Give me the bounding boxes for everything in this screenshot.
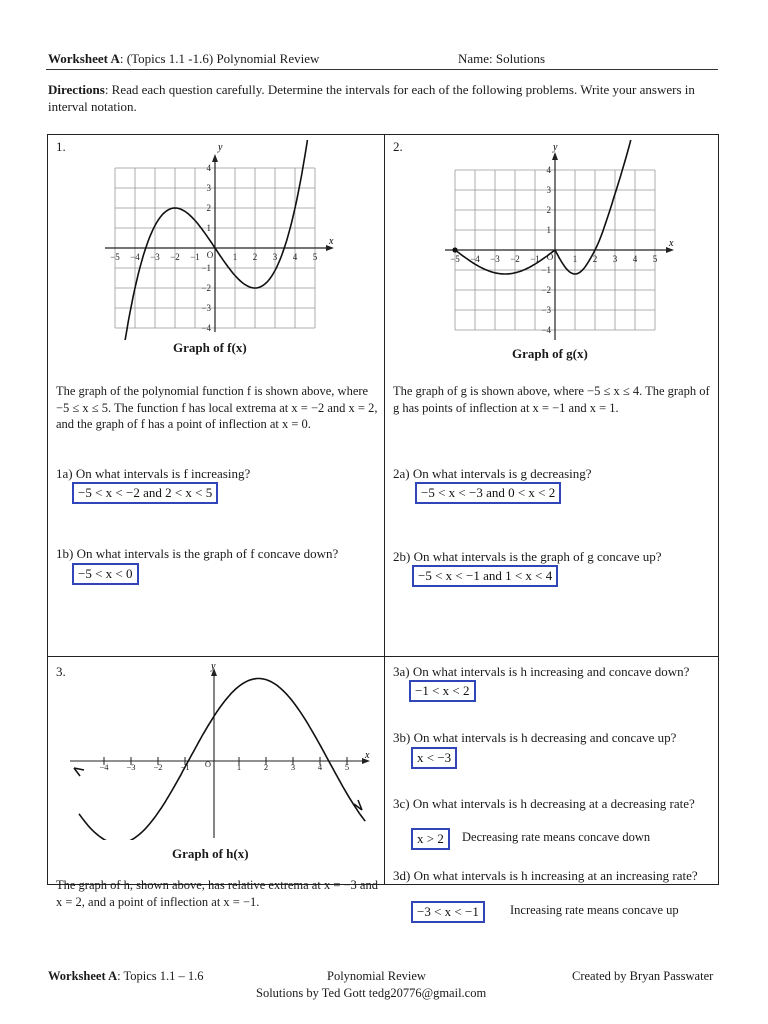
footer-author: Created by Bryan Passwater [572,969,714,983]
question-3b: 3b) On what intervals is h decreasing and concave up? [393,730,677,745]
graph-f-caption: Graph of f(x) [173,340,247,355]
student-name: Name: Solutions [458,51,546,66]
question-2a: 2a) On what intervals is g decreasing? [393,466,592,481]
graph-g-endpoint-left [452,247,457,252]
svg-text:O: O [204,759,212,769]
note-3c: Decreasing rate means concave down [462,830,651,844]
footer-credit: Solutions by Ted Gott tedg20776@gmail.com [256,986,487,1000]
svg-text:−2: −2 [541,285,551,295]
graph-g-y-label: y [553,142,558,153]
graph-h-arrow-right [354,800,362,810]
svg-text:4: 4 [546,165,551,175]
svg-text:1: 1 [206,223,211,233]
answer-3c: x > 2 [411,828,450,850]
answer-3d: −3 < x < −1 [411,901,485,923]
answer-2a: −5 < x < −3 and 0 < x < 2 [415,482,561,504]
svg-text:1: 1 [572,254,578,264]
svg-text:4: 4 [632,254,638,264]
svg-text:−4: −4 [470,254,480,264]
problem-3-description: The graph of h, shown above, has relative extrema at x = −3 and x = 2, and a point of inflection at x = −1. [56,878,378,909]
svg-text:−4: −4 [130,252,140,262]
svg-text:−1: −1 [180,762,190,772]
svg-text:1: 1 [546,225,551,235]
svg-text:4: 4 [317,762,323,772]
svg-text:−5: −5 [450,254,460,264]
svg-text:3: 3 [272,252,278,262]
grid-divider-horizontal [47,656,719,657]
svg-text:O: O [206,250,214,260]
footer-worksheet: Worksheet A: Topics 1.1 – 1.6 [48,969,204,983]
header-rule [46,69,718,70]
svg-text:3: 3 [206,183,211,193]
graph-f-y-label: y [218,142,223,153]
svg-text:3: 3 [612,254,618,264]
svg-text:−1: −1 [541,265,551,275]
question-3d: 3d) On what intervals is h increasing at an increasing rate? [393,868,698,883]
svg-text:1: 1 [232,252,238,262]
graph-f-x-label: x [329,236,334,247]
answer-1b: −5 < x < 0 [72,563,139,585]
graph-h-curve [79,679,365,841]
svg-text:−1: −1 [190,252,200,262]
graph-h-y-label: y [211,661,216,672]
graph-g-x-label: x [669,238,674,249]
svg-text:−3: −3 [490,254,500,264]
svg-text:−4: −4 [541,325,551,335]
problem-1-description: The graph of the polynomial function f is shown above, where −5 ≤ x ≤ 5. The function f has local extrema at x = −2 and x = 2, and the graph of f has a point of inflection at x = 0. [56,384,378,431]
svg-text:O: O [546,252,554,262]
graph-g-curve [455,140,635,274]
svg-text:5: 5 [344,762,350,772]
answer-1a: −5 < x < −2 and 2 < x < 5 [72,482,218,504]
graph-f [100,140,340,340]
svg-text:−3: −3 [150,252,160,262]
problem-2-description: The graph of g is shown above, where −5 ≤ x ≤ 4. The graph of g has points of inflection at x = −1 and x = 1. [393,384,710,415]
svg-text:−2: −2 [153,762,163,772]
svg-text:2: 2 [252,252,258,262]
graph-g-caption: Graph of g(x) [512,346,588,361]
svg-text:4: 4 [206,163,211,173]
svg-text:−3: −3 [541,305,551,315]
worksheet-title: Worksheet A: (Topics 1.1 -1.6) Polynomial Review [48,51,320,66]
question-3a: 3a) On what intervals is h increasing and concave down? [393,664,690,679]
answer-3b: x < −3 [411,747,457,769]
svg-text:−2: −2 [510,254,520,264]
svg-text:2: 2 [263,762,269,772]
question-2b: 2b) On what intervals is the graph of g concave up? [393,549,662,564]
svg-text:4: 4 [292,252,298,262]
svg-text:5: 5 [312,252,318,262]
problem-1-number: 1. [56,139,66,154]
svg-text:5: 5 [652,254,658,264]
svg-text:2: 2 [206,203,211,213]
answer-3a: −1 < x < 2 [409,680,476,702]
svg-text:−3: −3 [126,762,136,772]
graph-h-caption: Graph of h(x) [172,846,249,861]
svg-text:1: 1 [236,762,242,772]
question-3c: 3c) On what intervals is h decreasing at a decreasing rate? [393,796,695,811]
graph-h [62,660,382,840]
svg-text:−2: −2 [170,252,180,262]
svg-text:−4: −4 [201,323,211,333]
svg-text:2: 2 [592,254,598,264]
svg-text:2: 2 [546,205,551,215]
directions: Directions: Read each question carefully. Determine the intervals for each of the following problems. Write your answers in interval notation. [48,82,695,114]
svg-text:−4: −4 [99,762,109,772]
svg-text:−5: −5 [110,252,120,262]
problem-3-number: 3. [56,664,66,679]
svg-text:−1: −1 [530,254,540,264]
svg-text:3: 3 [546,185,551,195]
svg-text:−3: −3 [201,303,211,313]
svg-text:−2: −2 [201,283,211,293]
question-1b: 1b) On what intervals is the graph of f concave down? [56,546,339,561]
svg-text:3: 3 [290,762,296,772]
question-1a: 1a) On what intervals is f increasing? [56,466,251,481]
problem-2-number: 2. [393,139,403,154]
graph-h-x-label: x [365,750,370,761]
answer-2b: −5 < x < −1 and 1 < x < 4 [412,565,558,587]
note-3d: Increasing rate means concave up [510,903,679,917]
grid-divider-vertical [384,134,385,885]
footer-title: Polynomial Review [327,969,426,983]
svg-text:−1: −1 [201,263,211,273]
graph-h-arrow-left [74,768,84,776]
graph-g [443,140,683,345]
